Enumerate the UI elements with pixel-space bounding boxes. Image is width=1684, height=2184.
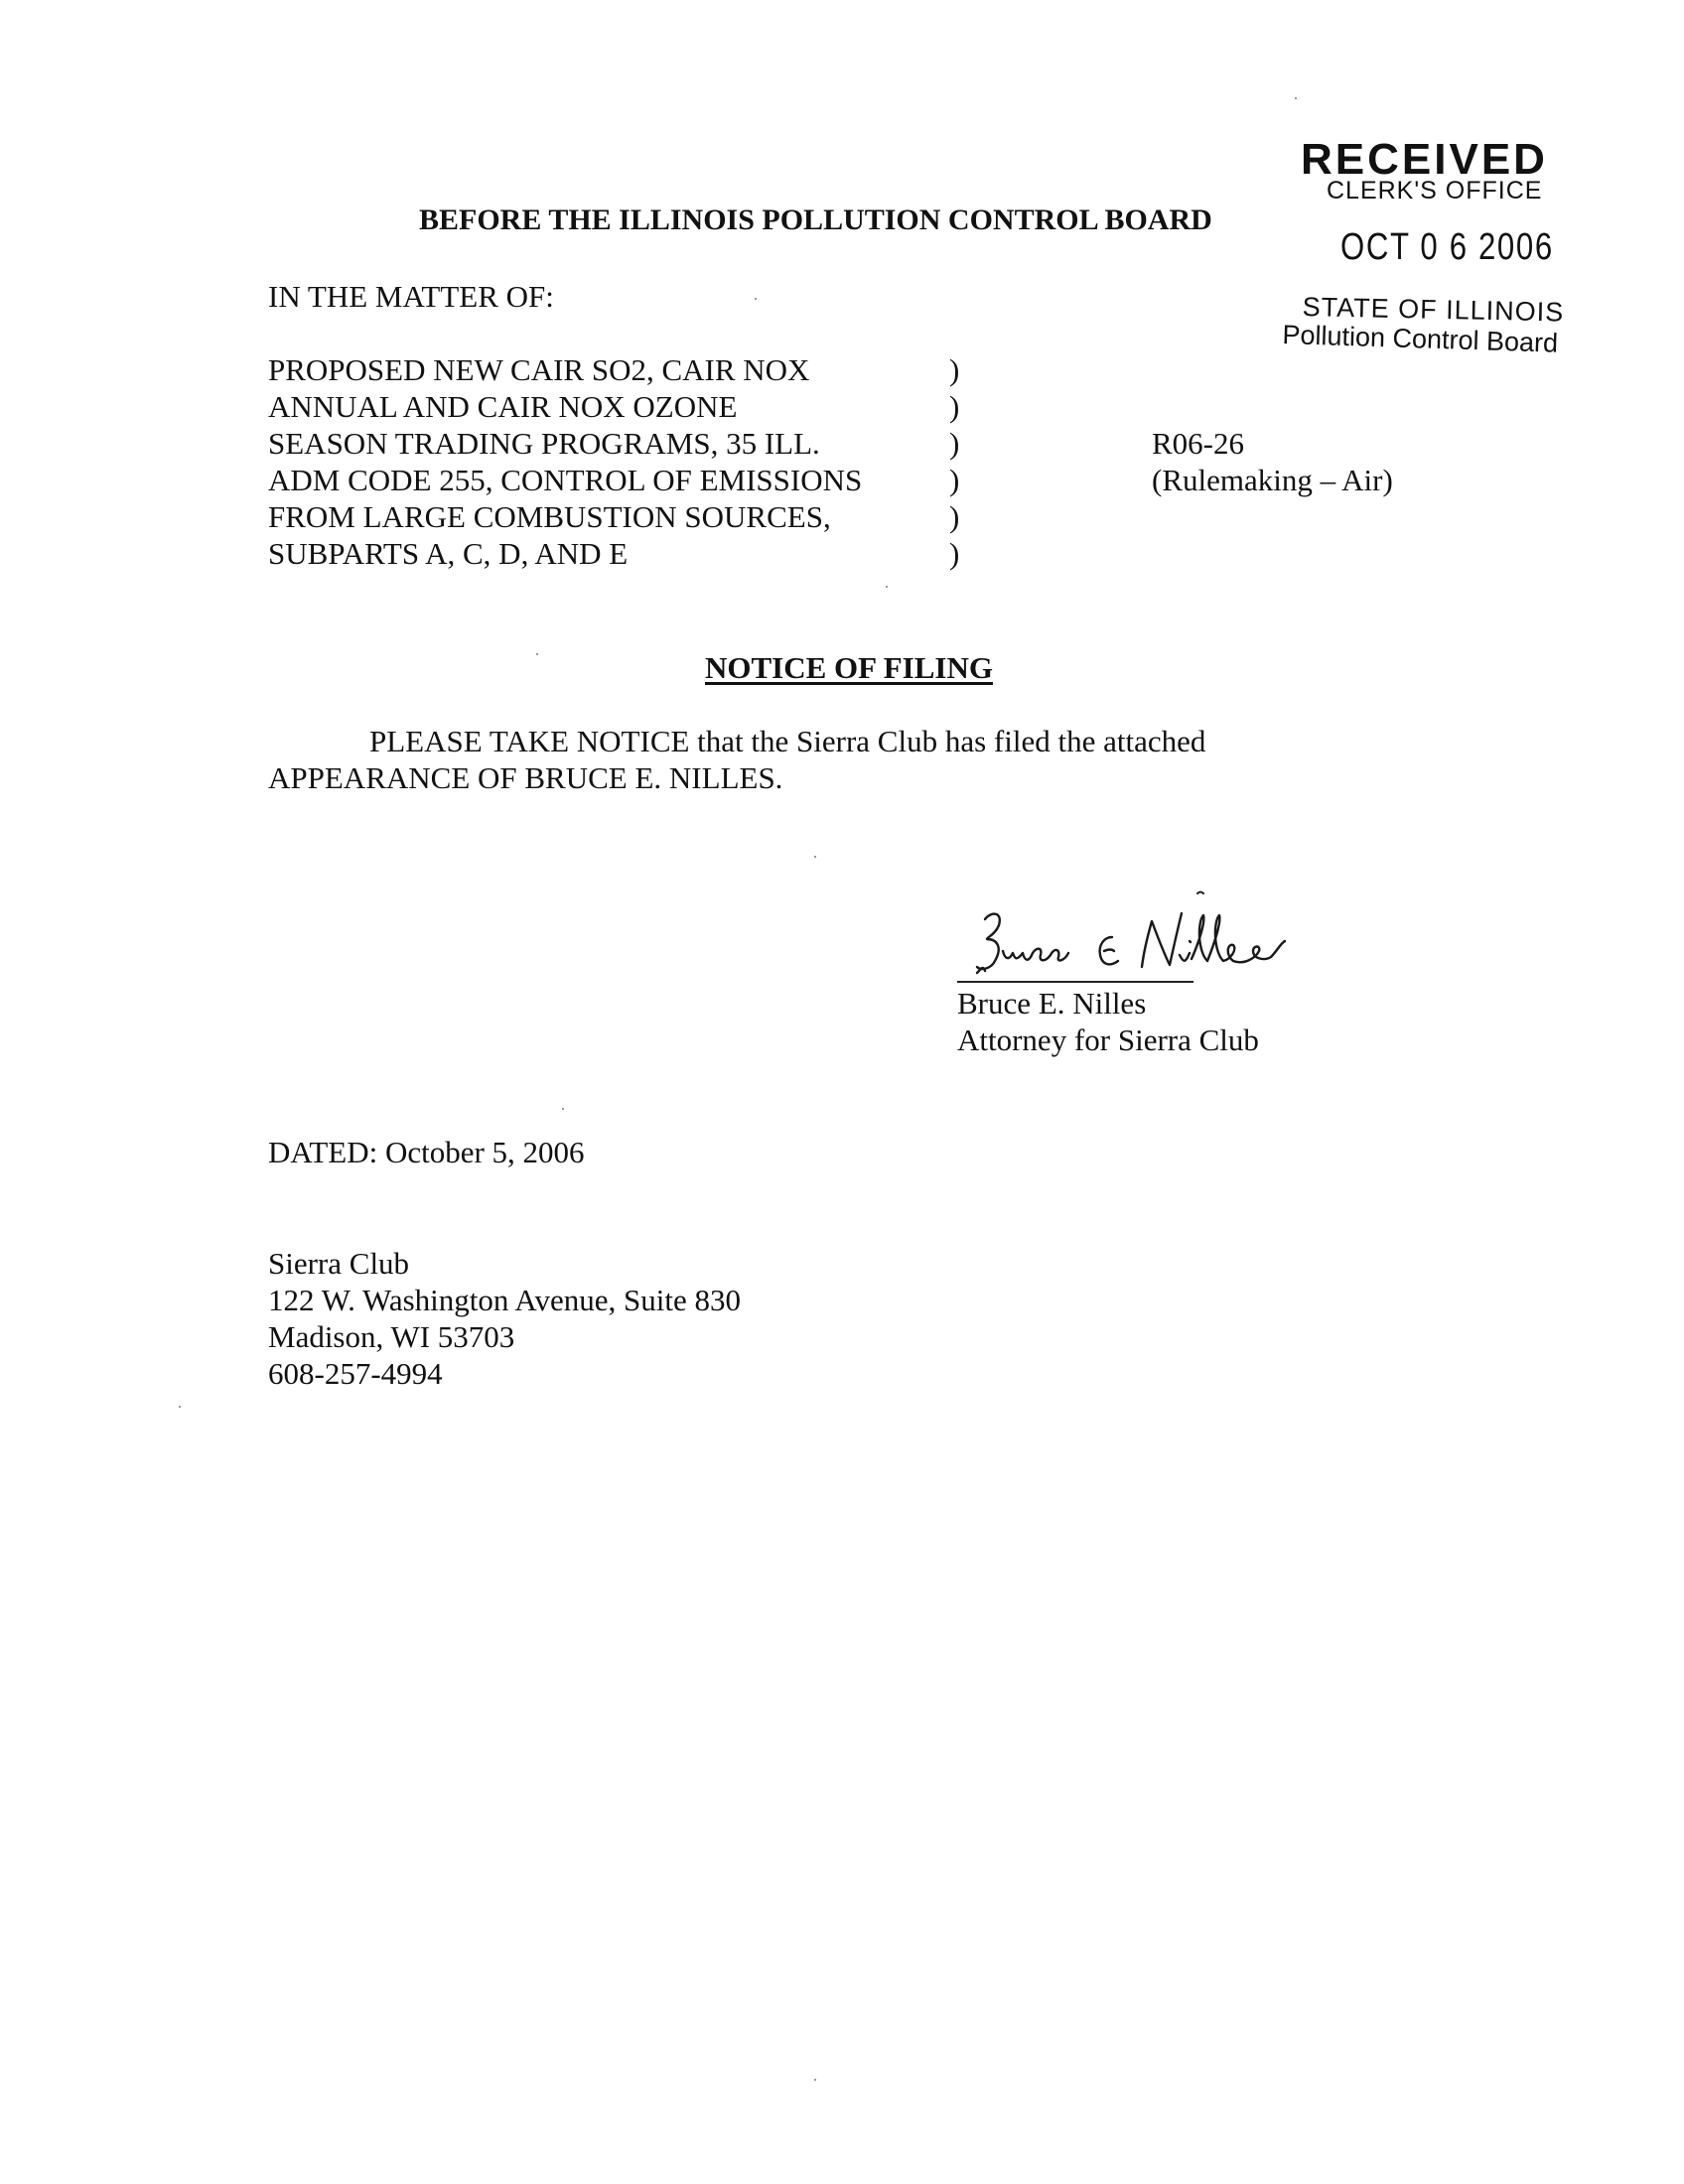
signer-role: Attorney for Sierra Club	[957, 1023, 1259, 1057]
stamp-clerks-office: CLERK'S OFFICE	[1327, 177, 1543, 205]
caption-line: SEASON TRADING PROGRAMS, 35 ILL.	[268, 426, 820, 461]
caption-paren: )	[949, 463, 960, 497]
scan-speck	[886, 586, 888, 588]
signer-name: Bruce E. Nilles	[957, 986, 1147, 1021]
address-street: 122 W. Washington Avenue, Suite 830	[268, 1283, 741, 1317]
notice-heading: NOTICE OF FILING	[705, 650, 993, 685]
caption-paren: )	[949, 426, 960, 461]
stamp-board: Pollution Control Board	[1282, 320, 1559, 358]
signature-stroke	[977, 914, 1000, 969]
notice-body-line: PLEASE TAKE NOTICE that the Sierra Club has filed the attached	[369, 724, 1206, 758]
signature-stroke	[1100, 937, 1118, 964]
signature-stroke	[1142, 913, 1182, 967]
in-the-matter-of: IN THE MATTER OF:	[268, 279, 554, 314]
caption-line: FROM LARGE COMBUSTION SOURCES,	[268, 499, 831, 534]
caption-line: ANNUAL AND CAIR NOX OZONE	[268, 389, 738, 424]
caption-line: PROPOSED NEW CAIR SO2, CAIR NOX	[268, 352, 810, 387]
signature-stroke	[1180, 941, 1191, 961]
scan-speck	[1295, 97, 1297, 99]
caption-paren: )	[949, 389, 960, 424]
signature-stroke	[1003, 949, 1068, 961]
address-city: Madison, WI 53703	[268, 1319, 515, 1354]
address-phone: 608-257-4994	[268, 1356, 443, 1391]
stamp-received: RECEIVED	[1301, 135, 1548, 184]
signature-stroke	[1197, 892, 1203, 894]
caption-line: ADM CODE 255, CONTROL OF EMISSIONS	[268, 463, 863, 497]
scan-speck	[814, 2079, 816, 2081]
caption-paren: )	[949, 352, 960, 387]
docket-type: (Rulemaking – Air)	[1152, 463, 1393, 497]
scan-speck	[814, 856, 816, 858]
caption-line: SUBPARTS A, C, D, AND E	[268, 536, 629, 571]
caption-paren: )	[949, 536, 960, 571]
scan-speck	[562, 1108, 564, 1110]
scan-speck	[536, 653, 538, 655]
document-title: BEFORE THE ILLINOIS POLLUTION CONTROL BOARD	[419, 204, 1212, 236]
stamp-state: STATE OF ILLINOIS	[1302, 292, 1565, 328]
signature-stroke	[1104, 950, 1114, 952]
stamp-date: OCT 0 6 2006	[1340, 226, 1554, 268]
handwritten-signature	[973, 882, 1311, 991]
address-org: Sierra Club	[268, 1246, 410, 1281]
dated-line: DATED: October 5, 2006	[268, 1135, 585, 1169]
notice-body-line: APPEARANCE OF BRUCE E. NILLES.	[268, 760, 783, 795]
scan-speck	[755, 298, 757, 300]
caption-paren: )	[949, 499, 960, 534]
docket-number: R06-26	[1152, 426, 1244, 461]
signature-stroke	[1192, 915, 1285, 962]
scan-speck	[179, 1406, 181, 1408]
signature-line	[957, 981, 1193, 983]
